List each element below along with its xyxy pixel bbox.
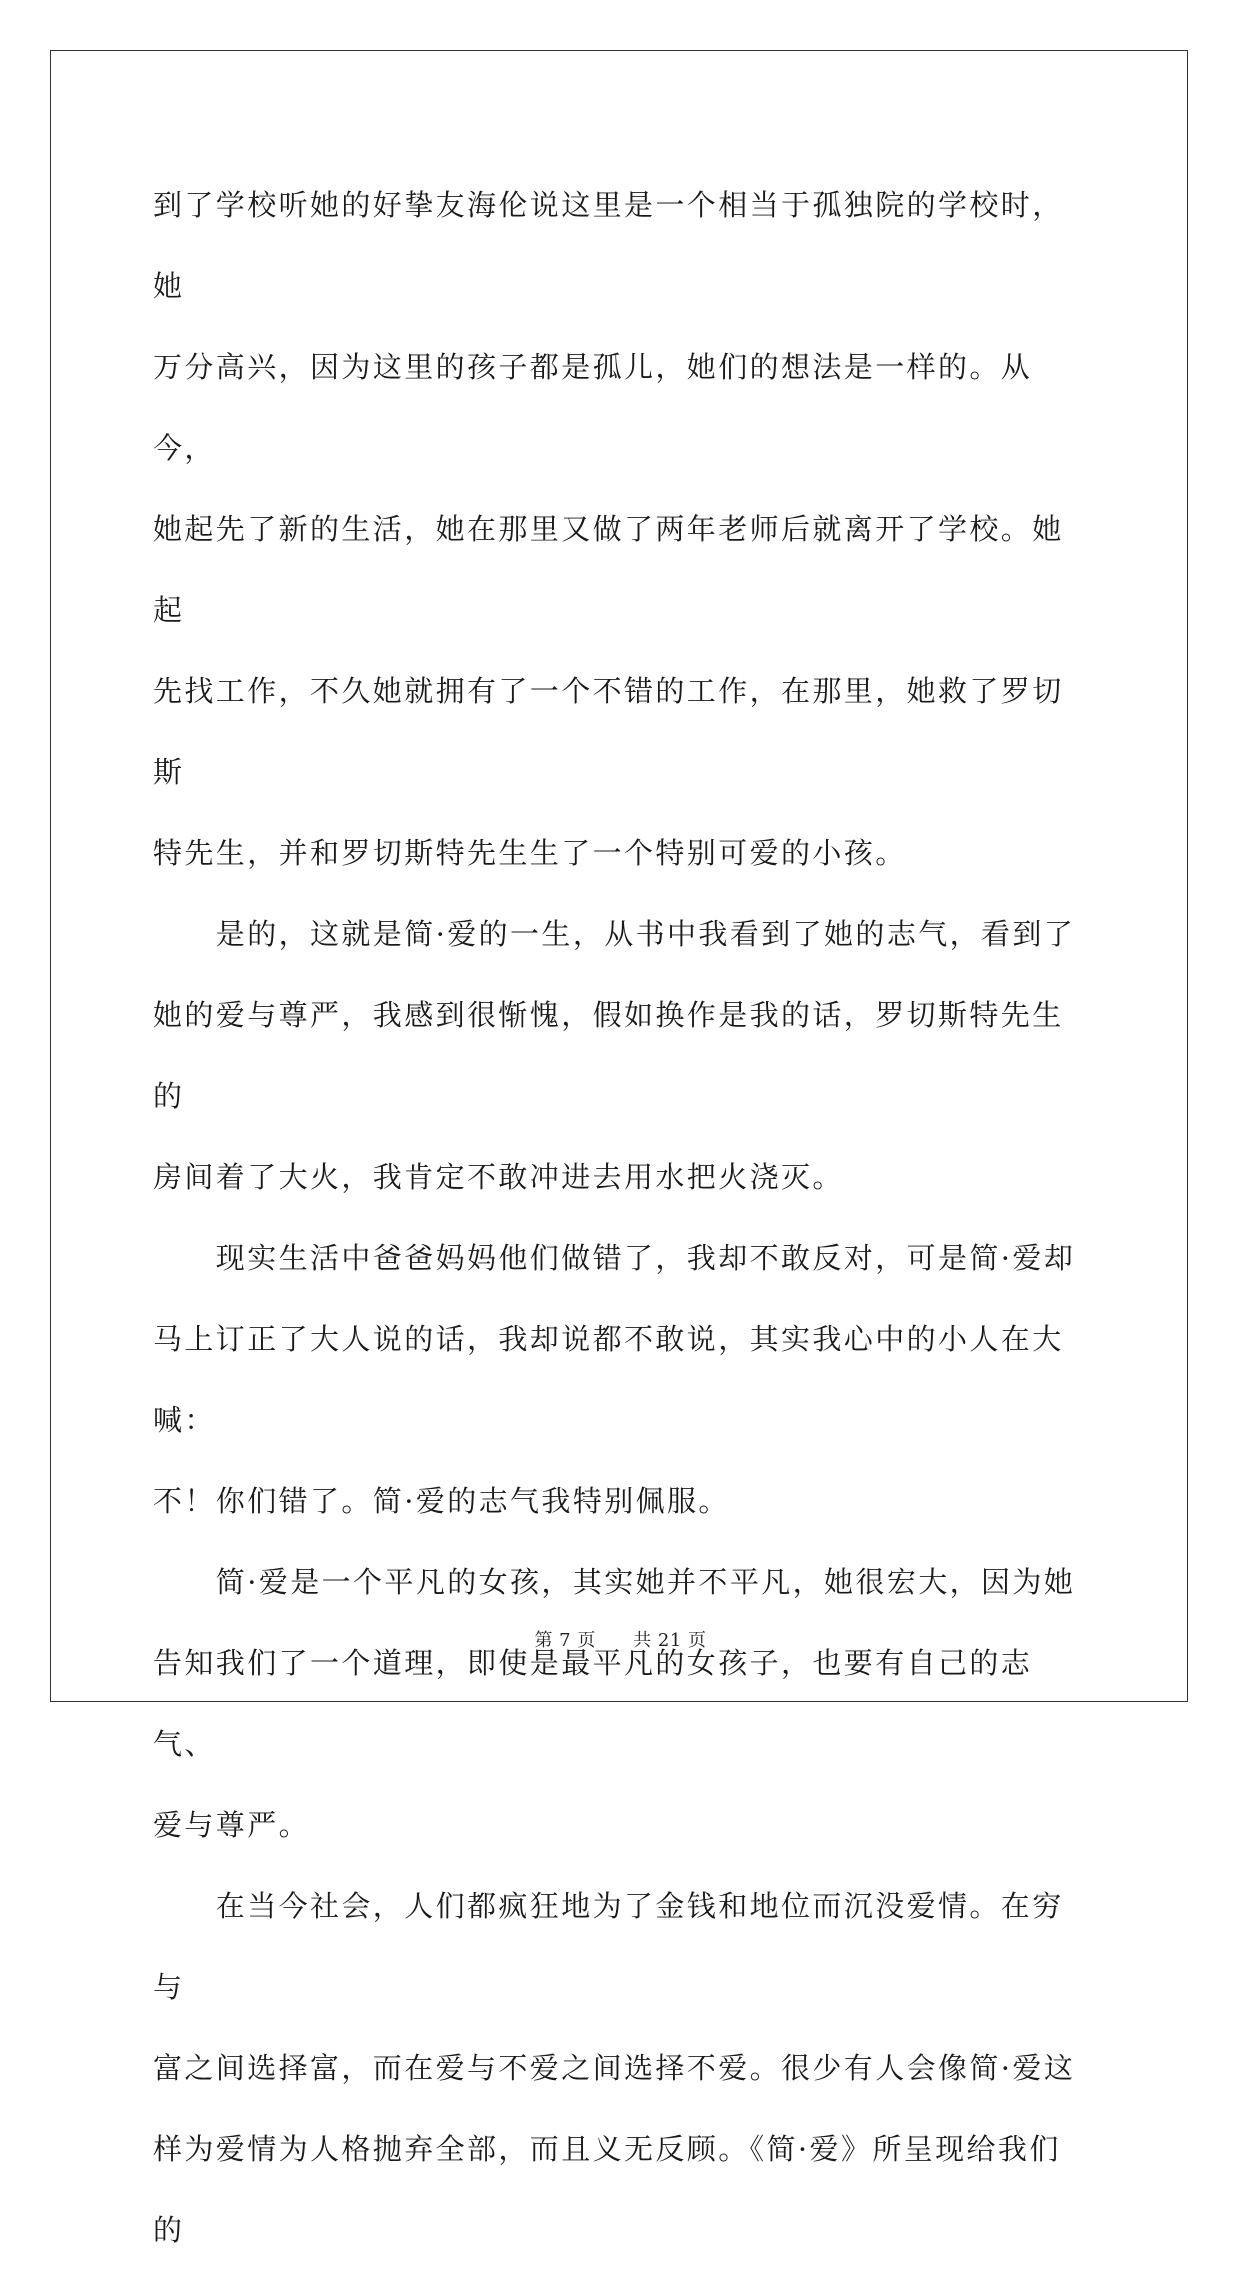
page-number: 第 7 页 (534, 1630, 596, 1651)
text-line: 是的，这就是简·爱的一生，从书中我看到了她的志气，看到了 (153, 917, 1076, 951)
total-pages: 共 21 页 (633, 1630, 707, 1651)
document-body (153, 165, 1088, 2271)
text-line: 简·爱是一个平凡的女孩，其实她并不平凡，她很宏大，因为她 (153, 1565, 1076, 1599)
text-line: 在当今社会，人们都疯狂地为了金钱和地位而沉没爱情。在穷与 (153, 1889, 1064, 2004)
text-line: 她起先了新的生活，她在那里又做了两年老师后就离开了学校。她起 (153, 512, 1064, 627)
text-line: 到了学校听她的好挚友海伦说这里是一个相当于孤独院的学校时，她 (153, 188, 1064, 303)
text-line: 现实生活中爸爸妈妈他们做错了，我却不敢反对，可是简·爱却 (153, 1241, 1076, 1275)
text-line: 不！你们错了。简·爱的志气我特别佩服。 (153, 1484, 730, 1518)
text-line: 万分高兴，因为这里的孩子都是孤儿，她们的想法是一样的。从今， (153, 350, 1033, 465)
footer-gap (602, 1630, 627, 1651)
text-line: 富之间选择富，而在爱与不爱之间选择不爱。很少有人会像简·爱这 (153, 2051, 1076, 2085)
text-line: 特先生，并和罗切斯特先生生了一个特别可爱的小孩。 (153, 836, 907, 870)
text-line: 先找工作，不久她就拥有了一个不错的工作，在那里，她救了罗切斯 (153, 674, 1064, 789)
text-line: 告知我们了一个道理，即使是最平凡的女孩子，也要有自己的志气、 (153, 1646, 1033, 1761)
text-line: 她的爱与尊严，我感到很惭愧，假如换作是我的话，罗切斯特先生的 (153, 998, 1064, 1113)
text-line: 爱与尊严。 (153, 1808, 311, 1842)
text-line: 样为爱情为人格抛弃全部，而且义无反顾。《简·爱》所呈现给我们的 (153, 2132, 1061, 2247)
text-line: 马上订正了大人说的话，我却说都不敢说，其实我心中的小人在大喊： (153, 1322, 1064, 1437)
page-footer (0, 1626, 1241, 1652)
text-line: 房间着了大火，我肯定不敢冲进去用水把火浇灭。 (153, 1160, 844, 1194)
